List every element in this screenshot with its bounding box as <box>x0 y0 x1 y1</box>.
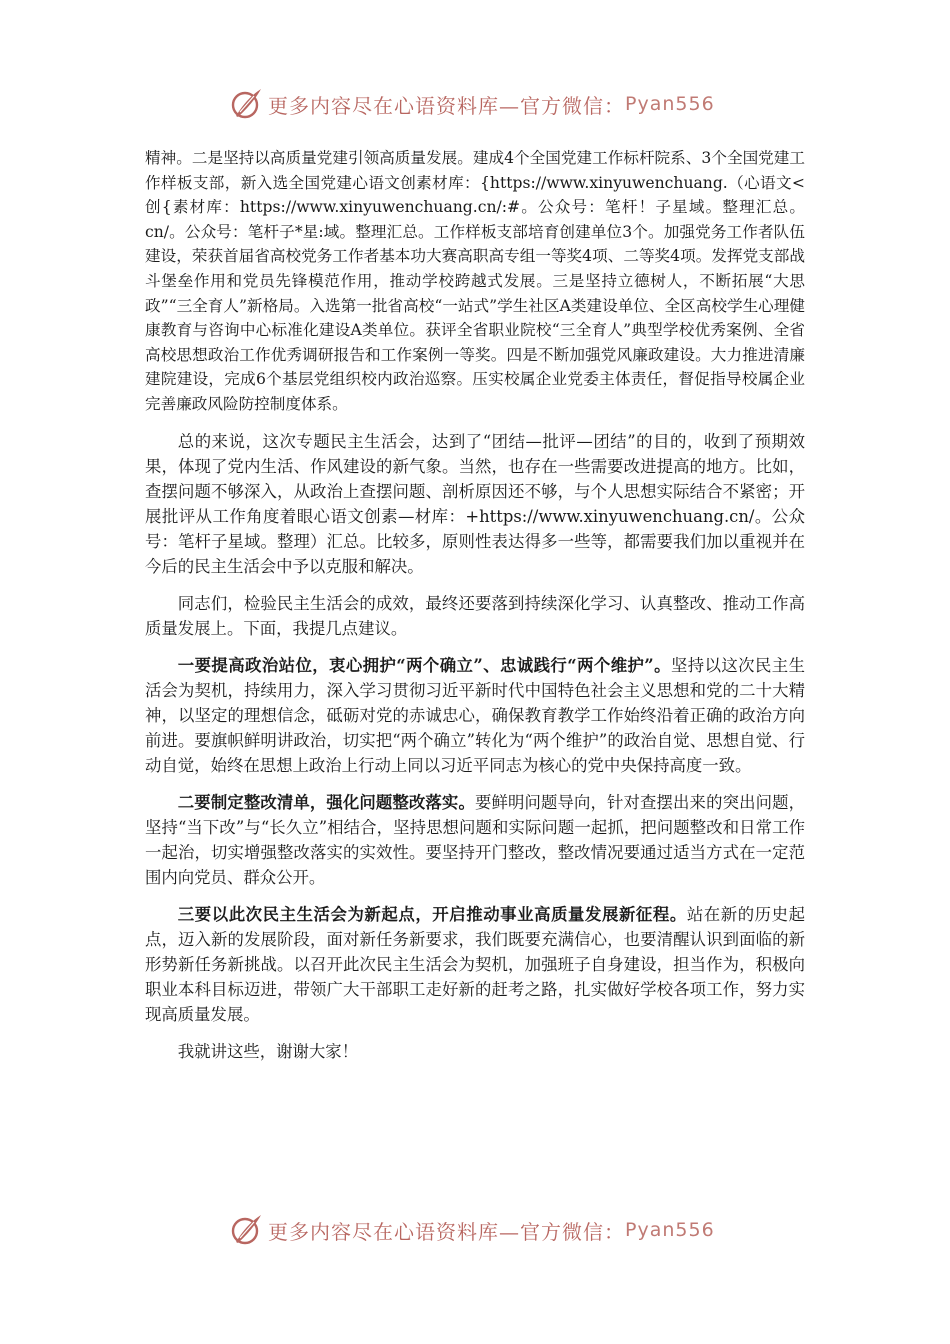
footer-brand <box>228 1210 715 1250</box>
paragraph-6-text: 站在新的历史起点，迈入新的发展阶段，面对新任务新要求，我们既要充满信心，也要清醒认识到面临的新形势新任务新挑战。以召开此次民主生活会为契机，加强班子自身建设，担当作为，积极向职业本科目标迈进，带领广大干部职工走好新的赶考之路，扎实做好学校各项工作，努力实现高质量发展。 <box>145 904 806 1024</box>
page-footer <box>0 1210 950 1250</box>
paragraph-2: 总的来说，这次专题民主生活会，达到了“团结—批评—团结”的目的，收到了预期效果，体现了党内生活、作风建设的新气象。当然，也存在一些需要改进提高的地方。比如，查摆问题不够深入，从政治上查摆问题、剖析原因还不够，与个人思想实际结合不紧密；开展批评从工作角度着眼心语文创素—材库：+https://www.xinyuwenchuang.cn/。公众号：笔杆子星域。整理）汇总。比较多，原则性表达得多一些等，都需要我们加以重视并在今后的民主生活会中予以克服和解决。 <box>145 431 805 576</box>
paragraph-5-text: 要鲜明问题导向，针对查摆出来的突出问题，坚持“当下改”与“长久立”相结合，坚持思想问题和实际问题一起抓，把问题整改和日常工作一起治，切实增强整改落实的实效性。要坚持开门整改，整改情况要通过适当方式在一定范围内向党员、群众公开。 <box>145 792 806 887</box>
paragraph-1: 精神。二是坚持以高质量党建引领高质量发展。建成4个全国党建工作标杆院系、3个全国党建工作样板支部，新入选全国党建心语文创素材库：{https://www.xinyuwenchuang.（心语文<创{素材库：https://www.xinyuwenchuang.cn/:#。公众号：笔杆！子星域。整理汇总。cn/。公众号：笔杆子*星:域。整理汇总。工作样板支部培育创建单位3个。加强党务工作者队伍建设，荣获首届省高校党务工作者基本功大赛高职高专组一等奖4项、二等奖4项。发挥党支部战斗堡垒作用和党员先锋模范作用，推动学校跨越式发展。三是坚持立德树人，不断拓展“大思政”“三全育人”新格局。入选第一批省高校“一站式”学生社区A类建设单位、全区高校学生心理健康教育与咨询中心标准化建设A类单位。获评全省职业院校“三全育人”典型学校优秀案例、全省高校思想政治工作优秀调研报告和工作案例一等奖。四是不断加强党风廉政建设。大力推进清廉建院建设，完成6个基层党组织校内政治巡察。压实校属企业党委主体责任，督促指导校属企业完善廉政风险防控制度体系。 <box>145 149 805 413</box>
quill-logo-icon <box>228 86 264 122</box>
paragraph-6 <box>145 902 805 1027</box>
paragraph-4 <box>145 653 805 778</box>
footer-brand-text: 更多内容尽在心语资料库—官方微信： <box>268 1219 625 1244</box>
paragraph-5 <box>145 790 805 890</box>
paragraph-7: 我就讲这些，谢谢大家！ <box>177 1041 359 1061</box>
quill-logo-icon <box>228 1212 264 1248</box>
header-wechat-id: Pyan556 <box>625 93 715 115</box>
footer-wechat-id: Pyan556 <box>625 1219 715 1241</box>
paragraph-4-heading: 一要提高政治站位，衷心拥护“两个确立”、忠诚践行“两个维护”。 <box>177 655 671 675</box>
document-body <box>145 146 805 1076</box>
paragraph-3: 同志们，检验民主生活会的成效，最终还要落到持续深化学习、认真整改、推动工作高质量发展上。下面，我提几点建议。 <box>145 593 805 638</box>
paragraph-5-heading: 二要制定整改清单，强化问题整改落实。 <box>177 792 475 812</box>
header-brand <box>228 84 715 124</box>
paragraph-4-text: 坚持以这次民主生活会为契机，持续用力，深入学习贯彻习近平新时代中国特色社会主义思想和党的二十大精神，以坚定的理想信念，砥砺对党的赤诚忠心，确保教育教学工作始终沿着正确的政治方向前进。要旗帜鲜明讲政治，切实把“两个确立”转化为“两个维护”的政治自觉、思想自觉、行动自觉，始终在思想上政治上行动上同以习近平同志为核心的党中央保持高度一致。 <box>145 655 805 775</box>
page-header <box>0 84 950 124</box>
header-brand-text: 更多内容尽在心语资料库—官方微信： <box>268 93 625 118</box>
paragraph-6-heading: 三要以此次民主生活会为新起点，开启推动事业高质量发展新征程。 <box>177 904 687 924</box>
